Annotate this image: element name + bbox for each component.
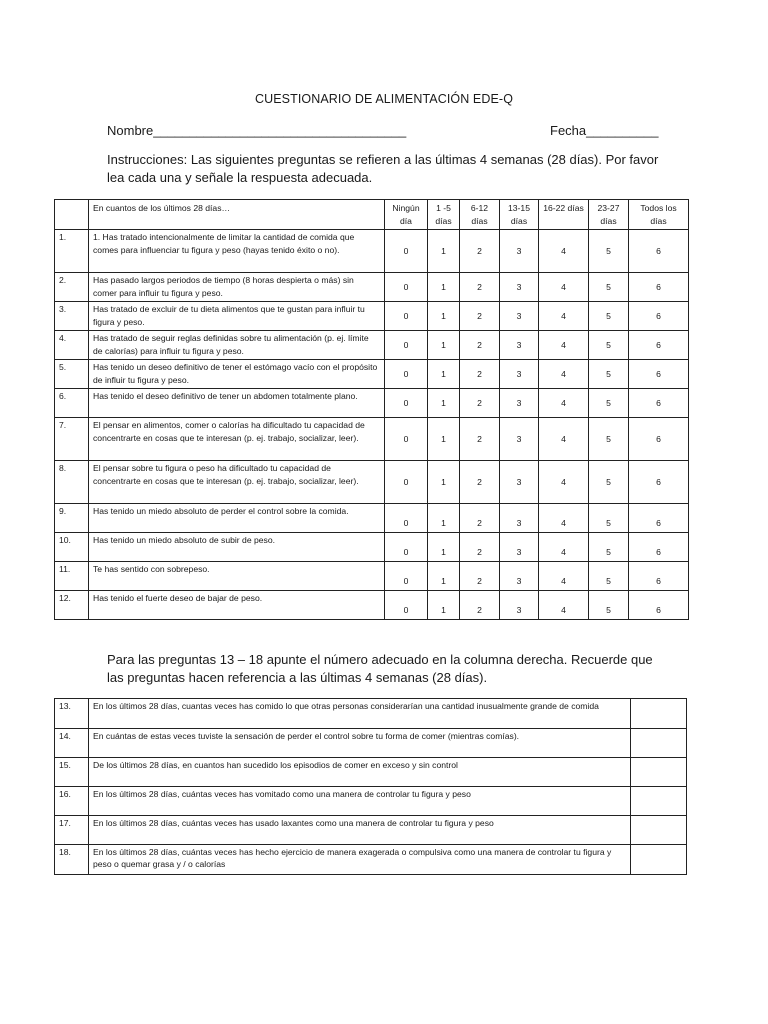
answer-option[interactable]: 0 [385,591,428,620]
answer-option[interactable]: 2 [460,230,500,273]
answer-option[interactable]: 0 [385,461,428,504]
question-number: 18. [55,845,89,875]
answer-option[interactable]: 2 [460,389,500,418]
answer-option[interactable]: 1 [428,562,460,591]
question-number: 4. [55,331,89,360]
question-number: 5. [55,360,89,389]
question-text: Has tenido el deseo definitivo de tener un abdomen totalmente plano. [89,389,385,418]
scale-header: 6-12 días [460,200,500,230]
answer-option[interactable]: 5 [589,331,629,360]
answer-cell[interactable] [631,787,687,816]
scale-header: Todos los días [629,200,689,230]
question-text: Te has sentido con sobrepeso. [89,562,385,591]
answer-option[interactable]: 4 [539,591,589,620]
answer-option[interactable]: 6 [629,331,689,360]
answer-option[interactable]: 1 [428,302,460,331]
answer-option[interactable]: 5 [589,504,629,533]
table-row [55,591,689,620]
answer-option[interactable]: 4 [539,389,589,418]
answer-option[interactable]: 1 [428,273,460,302]
instructions-text-2: Para las preguntas 13 – 18 apunte el número adecuado en la columna derecha. Recuerde que las preguntas hacen referencia a las últimas 4 semanas (28 días). [107,652,653,685]
scale-header: 13-15 días [500,200,539,230]
table-header-row [55,200,689,230]
table-row [55,729,687,758]
question-text: Has tenido un deseo definitivo de tener el estómago vacío con el propósito de influir tu figura y peso. [89,360,385,389]
answer-option[interactable]: 4 [539,360,589,389]
answer-option[interactable]: 0 [385,230,428,273]
answer-option[interactable]: 3 [500,360,539,389]
answer-cell[interactable] [631,758,687,787]
table-row [55,504,689,533]
answer-option[interactable]: 4 [539,562,589,591]
header-num-cell [55,200,89,230]
answer-option[interactable]: 2 [460,418,500,461]
answer-option[interactable]: 3 [500,389,539,418]
answer-option[interactable]: 3 [500,418,539,461]
question-number: 9. [55,504,89,533]
answer-option[interactable]: 4 [539,504,589,533]
question-number: 17. [55,816,89,845]
answer-option[interactable]: 0 [385,331,428,360]
answer-option[interactable]: 4 [539,461,589,504]
answer-option[interactable]: 0 [385,533,428,562]
answer-option[interactable]: 1 [428,591,460,620]
answer-option[interactable]: 6 [629,504,689,533]
answer-option[interactable]: 5 [589,230,629,273]
answer-option[interactable]: 0 [385,418,428,461]
question-text: En los últimos 28 días, cuantas veces has comido lo que otras personas considerarían una cantidad inusualmente grande de comida [89,699,631,729]
answer-option[interactable]: 5 [589,533,629,562]
answer-option[interactable]: 1 [428,230,460,273]
answer-option[interactable]: 3 [500,331,539,360]
answer-option[interactable]: 3 [500,302,539,331]
answer-option[interactable]: 0 [385,389,428,418]
table-row [55,699,687,729]
answer-cell[interactable] [631,729,687,758]
answer-cell[interactable] [631,845,687,875]
page-title: CUESTIONARIO DE ALIMENTACIÓN EDE-Q [254,92,514,106]
answer-option[interactable]: 0 [385,273,428,302]
question-text: Has tenido el fuerte deseo de bajar de peso. [89,591,385,620]
question-number: 16. [55,787,89,816]
scale-header: 23-27 días [589,200,629,230]
answer-option[interactable]: 4 [539,273,589,302]
answer-option[interactable]: 0 [385,302,428,331]
answer-option[interactable]: 1 [428,331,460,360]
question-number: 2. [55,273,89,302]
table-row [55,562,689,591]
answer-option[interactable]: 5 [589,389,629,418]
answer-option[interactable]: 2 [460,461,500,504]
answer-option[interactable]: 0 [385,504,428,533]
question-header: En cuantos de los últimos 28 días… [89,200,385,230]
table-row [55,418,689,461]
count-table [54,698,687,875]
answer-option[interactable]: 6 [629,360,689,389]
answer-option[interactable]: 3 [500,230,539,273]
instructions-text: Instrucciones: Las siguientes preguntas se refieren a las últimas 4 semanas (28 días). Por favor lea cada una y señale la respuesta adecuada. [107,152,659,185]
answer-option[interactable]: 4 [539,331,589,360]
answer-option[interactable]: 5 [589,461,629,504]
question-number: 12. [55,591,89,620]
question-number: 13. [55,699,89,729]
question-number: 8. [55,461,89,504]
question-text: Has tratado de excluir de tu dieta alimentos que te gustan para influir tu figura y peso. [89,302,385,331]
table-row [55,787,687,816]
answer-option[interactable]: 4 [539,302,589,331]
answer-option[interactable]: 1 [428,504,460,533]
table-row [55,389,689,418]
question-number: 3. [55,302,89,331]
answer-option[interactable]: 2 [460,591,500,620]
question-text: En cuántas de estas veces tuviste la sensación de perder el control sobre tu forma de comer (mientras comías). [89,729,631,758]
answer-option[interactable]: 5 [589,302,629,331]
answer-option[interactable]: 5 [589,273,629,302]
question-text: En los últimos 28 días, cuántas veces has usado laxantes como una manera de controlar tu figura y peso [89,816,631,845]
question-text: En los últimos 28 días, cuántas veces has vomitado como una manera de controlar tu figura y peso [89,787,631,816]
answer-option[interactable]: 5 [589,418,629,461]
answer-option[interactable]: 0 [385,360,428,389]
answer-option[interactable]: 6 [629,389,689,418]
table-row [55,845,687,875]
answer-option[interactable]: 5 [589,360,629,389]
answer-option[interactable]: 6 [629,461,689,504]
table-row [55,273,689,302]
question-number: 7. [55,418,89,461]
question-text: Has tenido un miedo absoluto de subir de peso. [89,533,385,562]
answer-option[interactable]: 4 [539,230,589,273]
table-row [55,533,689,562]
answer-option[interactable]: 6 [629,273,689,302]
question-number: 15. [55,758,89,787]
answer-option[interactable]: 6 [629,591,689,620]
answer-option[interactable]: 6 [629,302,689,331]
table-row [55,461,689,504]
answer-option[interactable]: 3 [500,591,539,620]
answer-cell[interactable] [631,699,687,729]
answer-option[interactable]: 2 [460,562,500,591]
answer-option[interactable]: 0 [385,562,428,591]
table-row [55,816,687,845]
question-number: 6. [55,389,89,418]
answer-option[interactable]: 3 [500,461,539,504]
answer-option[interactable]: 1 [428,389,460,418]
scale-header: 16-22 días [539,200,589,230]
answer-option[interactable]: 6 [629,230,689,273]
answer-option[interactable]: 2 [460,273,500,302]
answer-option[interactable]: 1 [428,533,460,562]
question-number: 10. [55,533,89,562]
answer-option[interactable]: 1 [428,360,460,389]
frequency-table [54,199,689,620]
answer-option[interactable]: 3 [500,273,539,302]
answer-option[interactable]: 3 [500,504,539,533]
answer-cell[interactable] [631,816,687,845]
question-text: Has tratado de seguir reglas definidas sobre tu alimentación (p. ej. límite de calorías) para influir tu figura y peso. [89,331,385,360]
question-text: De los últimos 28 días, en cuantos han sucedido los episodios de comer en exceso y sin control [89,758,631,787]
question-text: El pensar sobre tu figura o peso ha dificultado tu capacidad de concentrarte en cosas que te interesan (p. ej. trabajo, socializar, leer). [89,461,385,504]
question-text: El pensar en alimentos, comer o calorías ha dificultado tu capacidad de concentrarte en cosas que te interesan (p. ej. trabajo, socializar, leer). [89,418,385,461]
question-number: 1. [55,230,89,273]
table-row [55,302,689,331]
answer-option[interactable]: 5 [589,591,629,620]
question-text: Has tenido un miedo absoluto de perder el control sobre la comida. [89,504,385,533]
answer-option[interactable]: 4 [539,533,589,562]
answer-option[interactable]: 1 [428,461,460,504]
date-field[interactable]: Fecha__________ [550,123,659,138]
answer-option[interactable]: 6 [629,562,689,591]
question-number: 14. [55,729,89,758]
answer-option[interactable]: 4 [539,418,589,461]
answer-option[interactable]: 2 [460,331,500,360]
answer-option[interactable]: 2 [460,533,500,562]
table-row [55,230,689,273]
answer-option[interactable]: 2 [460,360,500,389]
table-row [55,758,687,787]
scale-header: 1 -5 días [428,200,460,230]
answer-option[interactable]: 2 [460,504,500,533]
question-text: 1. Has tratado intencionalmente de limitar la cantidad de comida que comes para influenciar tu figura y peso (hayas tenido éxito o no). [89,230,385,273]
table-row [55,360,689,389]
name-field[interactable]: Nombre___________________________________ [107,123,407,138]
table-row [55,331,689,360]
answer-option[interactable]: 1 [428,418,460,461]
scale-header: Ningún día [385,200,428,230]
answer-option[interactable]: 2 [460,302,500,331]
answer-option[interactable]: 6 [629,418,689,461]
question-text: En los últimos 28 días, cuántas veces has hecho ejercicio de manera exagerada o compulsiva como una manera de controlar tu figura y peso o quemar grasa y / o calorías [89,845,631,875]
question-number: 11. [55,562,89,591]
question-text: Has pasado largos periodos de tiempo (8 horas despierta o más) sin comer para influir tu figura y peso. [89,273,385,302]
answer-option[interactable]: 6 [629,533,689,562]
answer-option[interactable]: 3 [500,562,539,591]
answer-option[interactable]: 3 [500,533,539,562]
answer-option[interactable]: 5 [589,562,629,591]
